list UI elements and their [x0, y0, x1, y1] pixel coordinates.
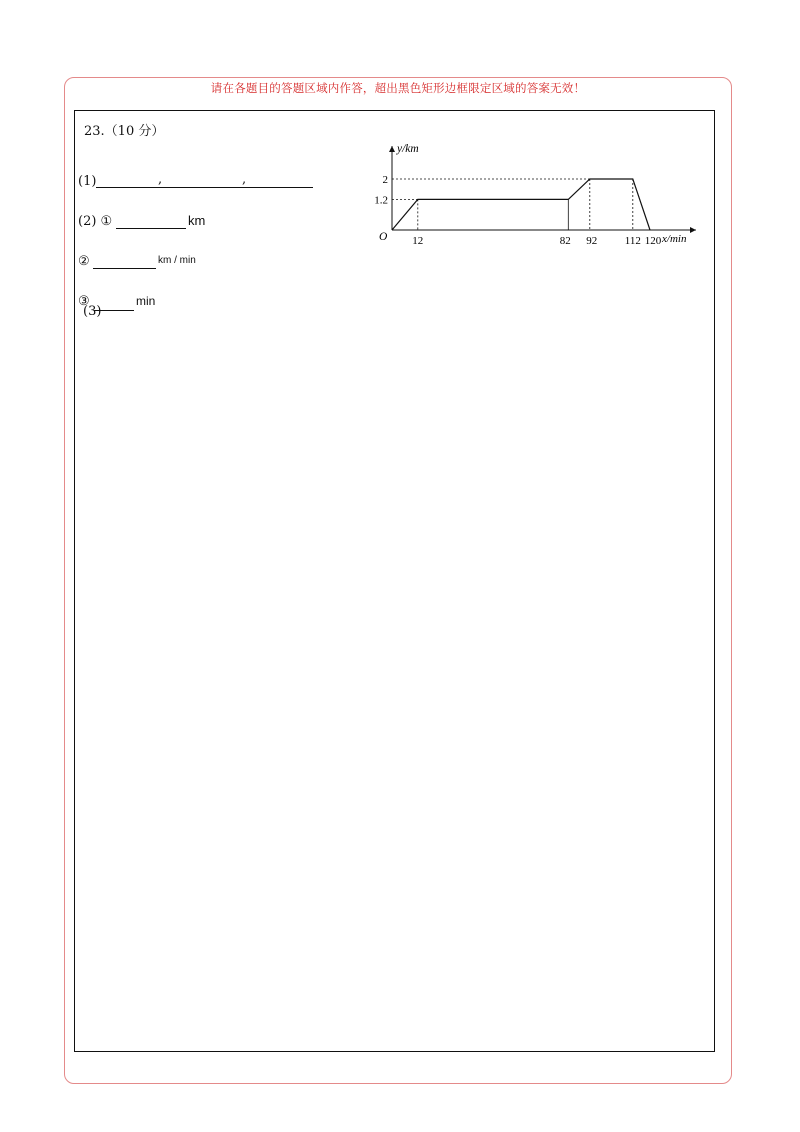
part2-2-unit: km / min: [158, 255, 196, 266]
answer-box: [74, 110, 715, 1052]
part2-3-answer-line[interactable]: [94, 310, 134, 311]
part1-label: (1): [78, 174, 97, 189]
part1-separator-1: ,: [158, 172, 163, 187]
y-tick-label-2: 2: [382, 174, 388, 186]
distance-time-graph: [360, 138, 710, 250]
part1-answer-line[interactable]: [96, 187, 313, 188]
part2-2-label: ②: [78, 254, 90, 269]
question-number: 23.（10 分）: [84, 124, 165, 139]
x-tick-label-82: 82: [559, 235, 571, 247]
origin-label: O: [379, 231, 388, 243]
part2-1-answer-line[interactable]: [116, 228, 186, 229]
part2-1-unit: km: [188, 213, 206, 228]
part2-3-unit: min: [136, 294, 156, 308]
x-axis-label: x/min: [662, 233, 687, 245]
x-tick-label-12: 12: [412, 235, 424, 247]
part1-separator-2: ,: [242, 172, 247, 187]
part2-3-label: ③: [78, 294, 90, 309]
x-tick-label-92: 92: [586, 235, 598, 247]
x-tick-label-120: 120: [644, 235, 662, 247]
y-tick-label-1.2: 1.2: [374, 194, 388, 207]
y-axis-label: y/km: [397, 143, 419, 155]
part2-2-answer-line[interactable]: [93, 268, 156, 269]
part3-label: (3): [83, 304, 102, 319]
x-tick-label-112: 112: [624, 235, 641, 247]
series-line: [392, 179, 650, 230]
part2-1-label: (2) ①: [78, 214, 113, 229]
answer-notice: 请在各题目的答题区域内作答，超出黑色矩形边框限定区域的答案无效！: [210, 81, 586, 95]
